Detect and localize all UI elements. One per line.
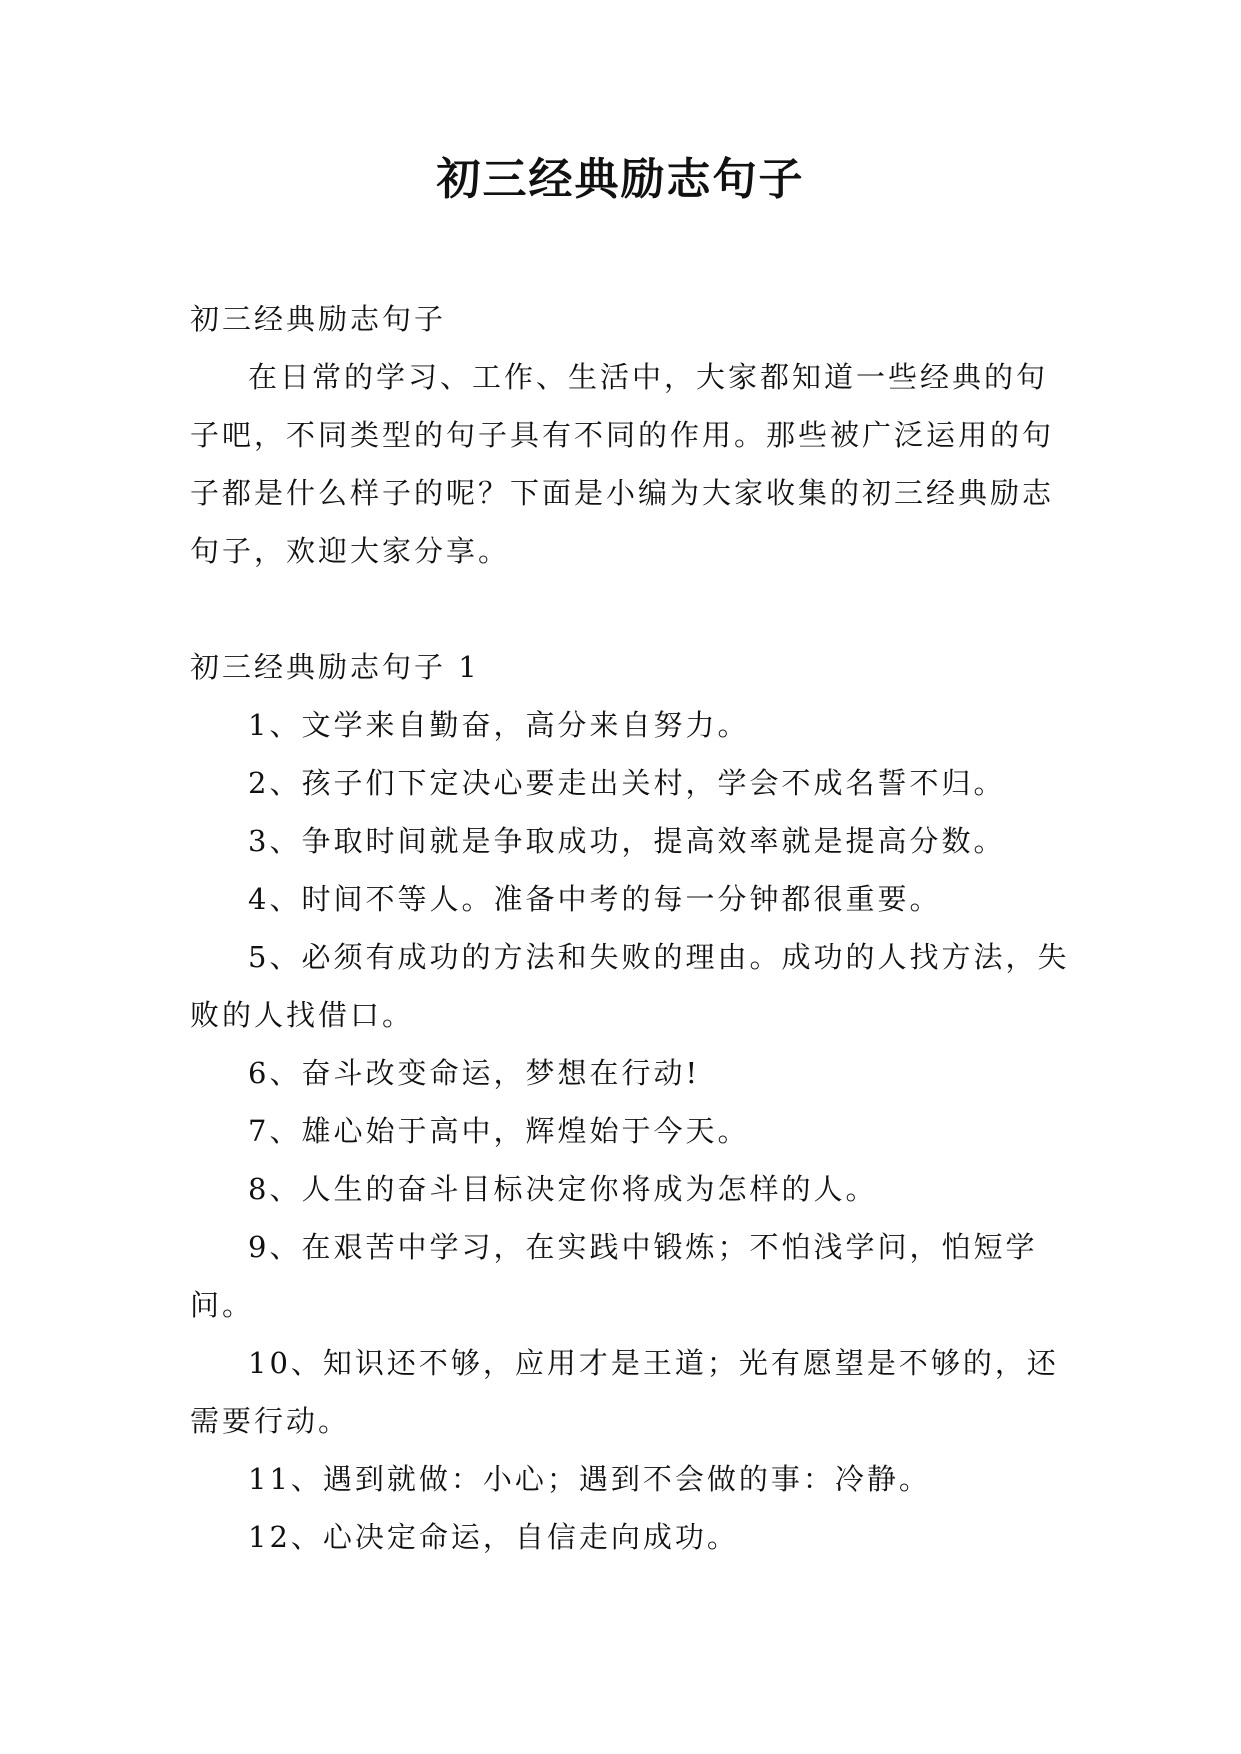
document-body [190, 290, 1070, 1566]
list-item: 9、在艰苦中学习，在实践中锻炼；不怕浅学问，怕短学问。 [190, 1230, 1038, 1322]
list-item: 4、时间不等人。准备中考的每一分钟都很重要。 [248, 882, 942, 916]
list-item: 11、遇到就做：小心；遇到不会做的事：冷静。 [248, 1462, 931, 1496]
section-heading: 初三经典励志句子 1 [190, 650, 480, 684]
list-item: 7、雄心始于高中，辉煌始于今天。 [248, 1114, 750, 1148]
spacer [190, 580, 1070, 638]
list-item: 5、必须有成功的方法和失败的理由。成功的人找方法，失败的人找借口。 [190, 940, 1070, 1032]
list-item: 12、心决定命运，自信走向成功。 [248, 1520, 739, 1554]
list-item: 2、孩子们下定决心要走出关村，学会不成名誓不归。 [248, 766, 1006, 800]
list-item: 10、知识还不够，应用才是王道；光有愿望是不够的，还需要行动。 [190, 1346, 1059, 1438]
list-item: 8、人生的奋斗目标决定你将成为怎样的人。 [248, 1172, 878, 1206]
list-item: 3、争取时间就是争取成功，提高效率就是提高分数。 [248, 824, 1006, 858]
list-item: 6、奋斗改变命运，梦想在行动! [248, 1056, 701, 1090]
document-title: 初三经典励志句子 [436, 154, 805, 205]
intro-paragraph: 在日常的学习、工作、生活中，大家都知道一些经典的句子吧，不同类型的句子具有不同的作用。那些被广泛运用的句子都是什么样子的呢？下面是小编为大家收集的初三经典励志句子，欢迎大家分享。 [190, 360, 1055, 568]
subtitle: 初三经典励志句子 [190, 302, 447, 336]
list-item: 1、文学来自勤奋，高分来自努力。 [248, 708, 750, 742]
